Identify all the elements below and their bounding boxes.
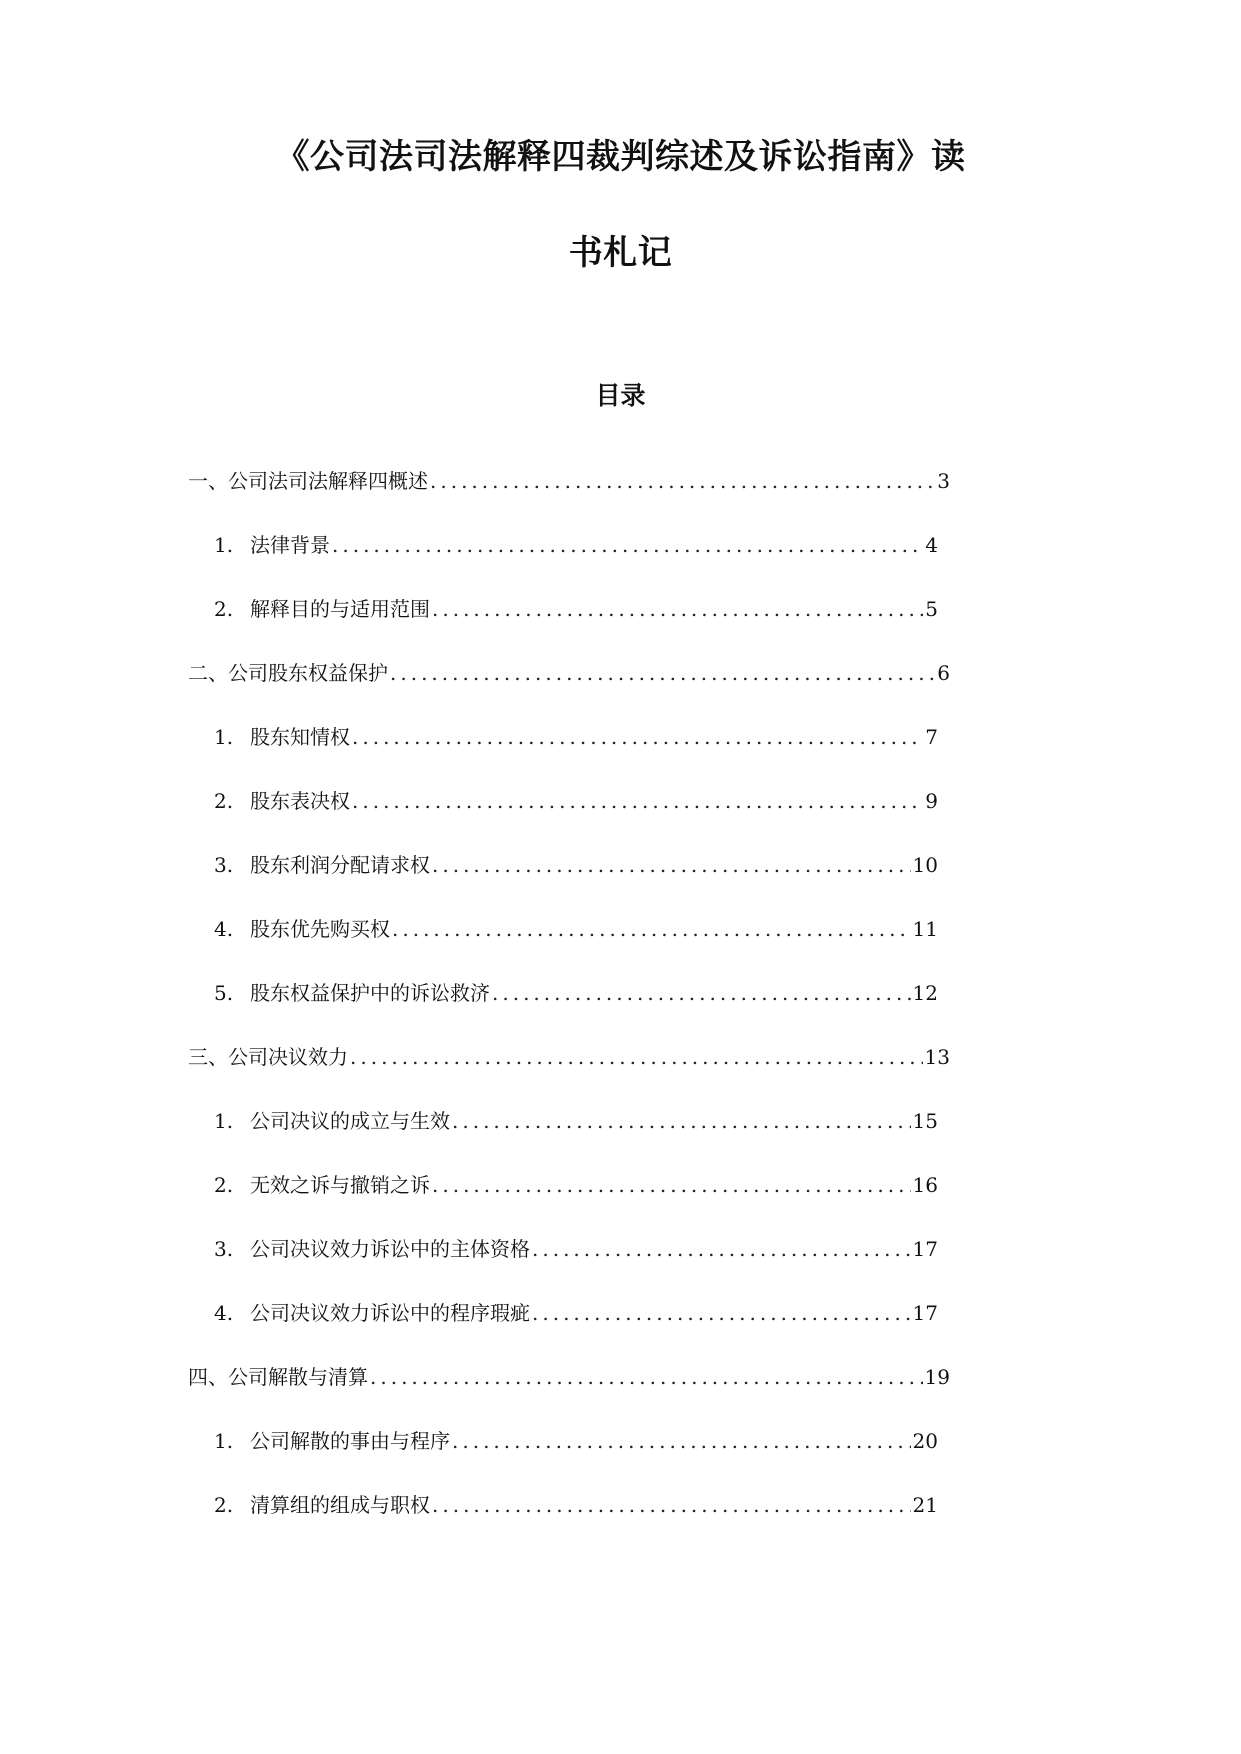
toc-entry-number: 2. <box>214 1173 234 1197</box>
toc-entry-number: 1. <box>214 725 234 749</box>
toc-entry-text: 四、公司解散与清算 <box>188 1365 368 1389</box>
toc-leader-dots <box>452 1104 911 1138</box>
toc-entry-subsection[interactable] <box>214 1296 938 1330</box>
toc-page-number: 19 <box>924 1365 950 1389</box>
toc-entry-number: 1. <box>214 1109 234 1133</box>
toc-page-number: 11 <box>912 917 938 941</box>
toc-entry-subsection[interactable] <box>214 528 938 562</box>
toc-leader-dots <box>432 592 923 626</box>
toc-page-number: 17 <box>912 1301 938 1325</box>
toc-entry-text: 清算组的组成与职权 <box>250 1493 430 1517</box>
toc-leader-dots <box>332 528 923 562</box>
toc-entry-number: 3. <box>214 1237 234 1261</box>
toc-entry-text: 三、公司决议效力 <box>188 1045 348 1069</box>
toc-entry-section-2[interactable] <box>188 656 950 690</box>
toc-entry-text: 公司决议效力诉讼中的主体资格 <box>250 1237 530 1261</box>
toc-entry-subsection[interactable] <box>214 1232 938 1266</box>
toc-entry-subsection[interactable] <box>214 1168 938 1202</box>
toc-entry-number: 2. <box>214 597 234 621</box>
toc-leader-dots <box>390 656 935 690</box>
toc-leader-dots <box>492 976 911 1010</box>
toc-entry-text: 无效之诉与撤销之诉 <box>250 1173 430 1197</box>
toc-entry-text: 股东权益保护中的诉讼救济 <box>250 981 490 1005</box>
toc-entry-text: 公司解散的事由与程序 <box>250 1429 450 1453</box>
toc-leader-dots <box>432 1168 911 1202</box>
toc-leader-dots <box>392 912 911 946</box>
toc-page-number: 12 <box>912 981 938 1005</box>
toc-entry-number: 2. <box>214 1493 234 1517</box>
toc-page-number: 15 <box>912 1109 938 1133</box>
toc-leader-dots <box>370 1360 923 1394</box>
toc-entry-subsection[interactable] <box>214 592 938 626</box>
toc-leader-dots <box>532 1296 911 1330</box>
toc-page-number: 3 <box>937 469 950 493</box>
toc-page-number: 17 <box>912 1237 938 1261</box>
toc-entry-section-4[interactable] <box>188 1360 950 1394</box>
toc-page-number: 21 <box>912 1493 938 1517</box>
document-title <box>0 130 1241 280</box>
toc-leader-dots <box>432 848 911 882</box>
toc-entry-subsection[interactable] <box>214 976 938 1010</box>
toc-page-number: 16 <box>912 1173 938 1197</box>
toc-entry-subsection[interactable] <box>214 720 938 754</box>
toc-page-number: 4 <box>925 533 938 557</box>
toc-entry-text: 法律背景 <box>250 533 330 557</box>
toc-entry-subsection[interactable] <box>214 784 938 818</box>
toc-entry-number: 1. <box>214 1429 234 1453</box>
toc-entry-text: 股东表决权 <box>250 789 350 813</box>
toc-page-number: 10 <box>912 853 938 877</box>
toc-entry-number: 2. <box>214 789 234 813</box>
toc-page-number: 5 <box>925 597 938 621</box>
toc-entry-number: 1. <box>214 533 234 557</box>
toc-entry-subsection[interactable] <box>214 912 938 946</box>
toc-entry-number: 4. <box>214 917 234 941</box>
toc-entry-subsection[interactable] <box>214 1424 938 1458</box>
toc-entry-text: 股东知情权 <box>250 725 350 749</box>
toc-leader-dots <box>352 720 923 754</box>
toc-entry-subsection[interactable] <box>214 1104 938 1138</box>
toc-leader-dots <box>350 1040 923 1074</box>
toc-entry-text: 解释目的与适用范围 <box>250 597 430 621</box>
toc-entry-text: 一、公司法司法解释四概述 <box>188 469 428 493</box>
toc-page-number: 6 <box>937 661 950 685</box>
toc-entry-text: 股东利润分配请求权 <box>250 853 430 877</box>
toc-entry-text: 二、公司股东权益保护 <box>188 661 388 685</box>
toc-entry-section-3[interactable] <box>188 1040 950 1074</box>
toc-page-number: 9 <box>925 789 938 813</box>
toc-page-number: 13 <box>924 1045 950 1069</box>
toc-leader-dots <box>532 1232 911 1266</box>
toc-heading: 目录 <box>595 381 646 410</box>
title-line-1: 《公司法司法解释四裁判综述及诉讼指南》读 <box>275 137 966 177</box>
toc-entry-subsection[interactable] <box>214 1488 938 1522</box>
toc-page-number: 7 <box>925 725 938 749</box>
toc-page-number: 20 <box>912 1429 938 1453</box>
title-line-2: 书札记 <box>568 233 673 273</box>
toc-entry-subsection[interactable] <box>214 848 938 882</box>
toc-entry-text: 股东优先购买权 <box>250 917 390 941</box>
toc-entry-number: 5. <box>214 981 234 1005</box>
toc-leader-dots <box>430 464 935 498</box>
toc-entry-text: 公司决议效力诉讼中的程序瑕疵 <box>250 1301 530 1325</box>
toc-leader-dots <box>352 784 923 818</box>
toc-entry-number: 3. <box>214 853 234 877</box>
toc-entry-number: 4. <box>214 1301 234 1325</box>
toc-entry-text: 公司决议的成立与生效 <box>250 1109 450 1133</box>
toc-leader-dots <box>452 1424 911 1458</box>
toc-entry-section-1[interactable] <box>188 464 950 498</box>
toc-leader-dots <box>432 1488 911 1522</box>
